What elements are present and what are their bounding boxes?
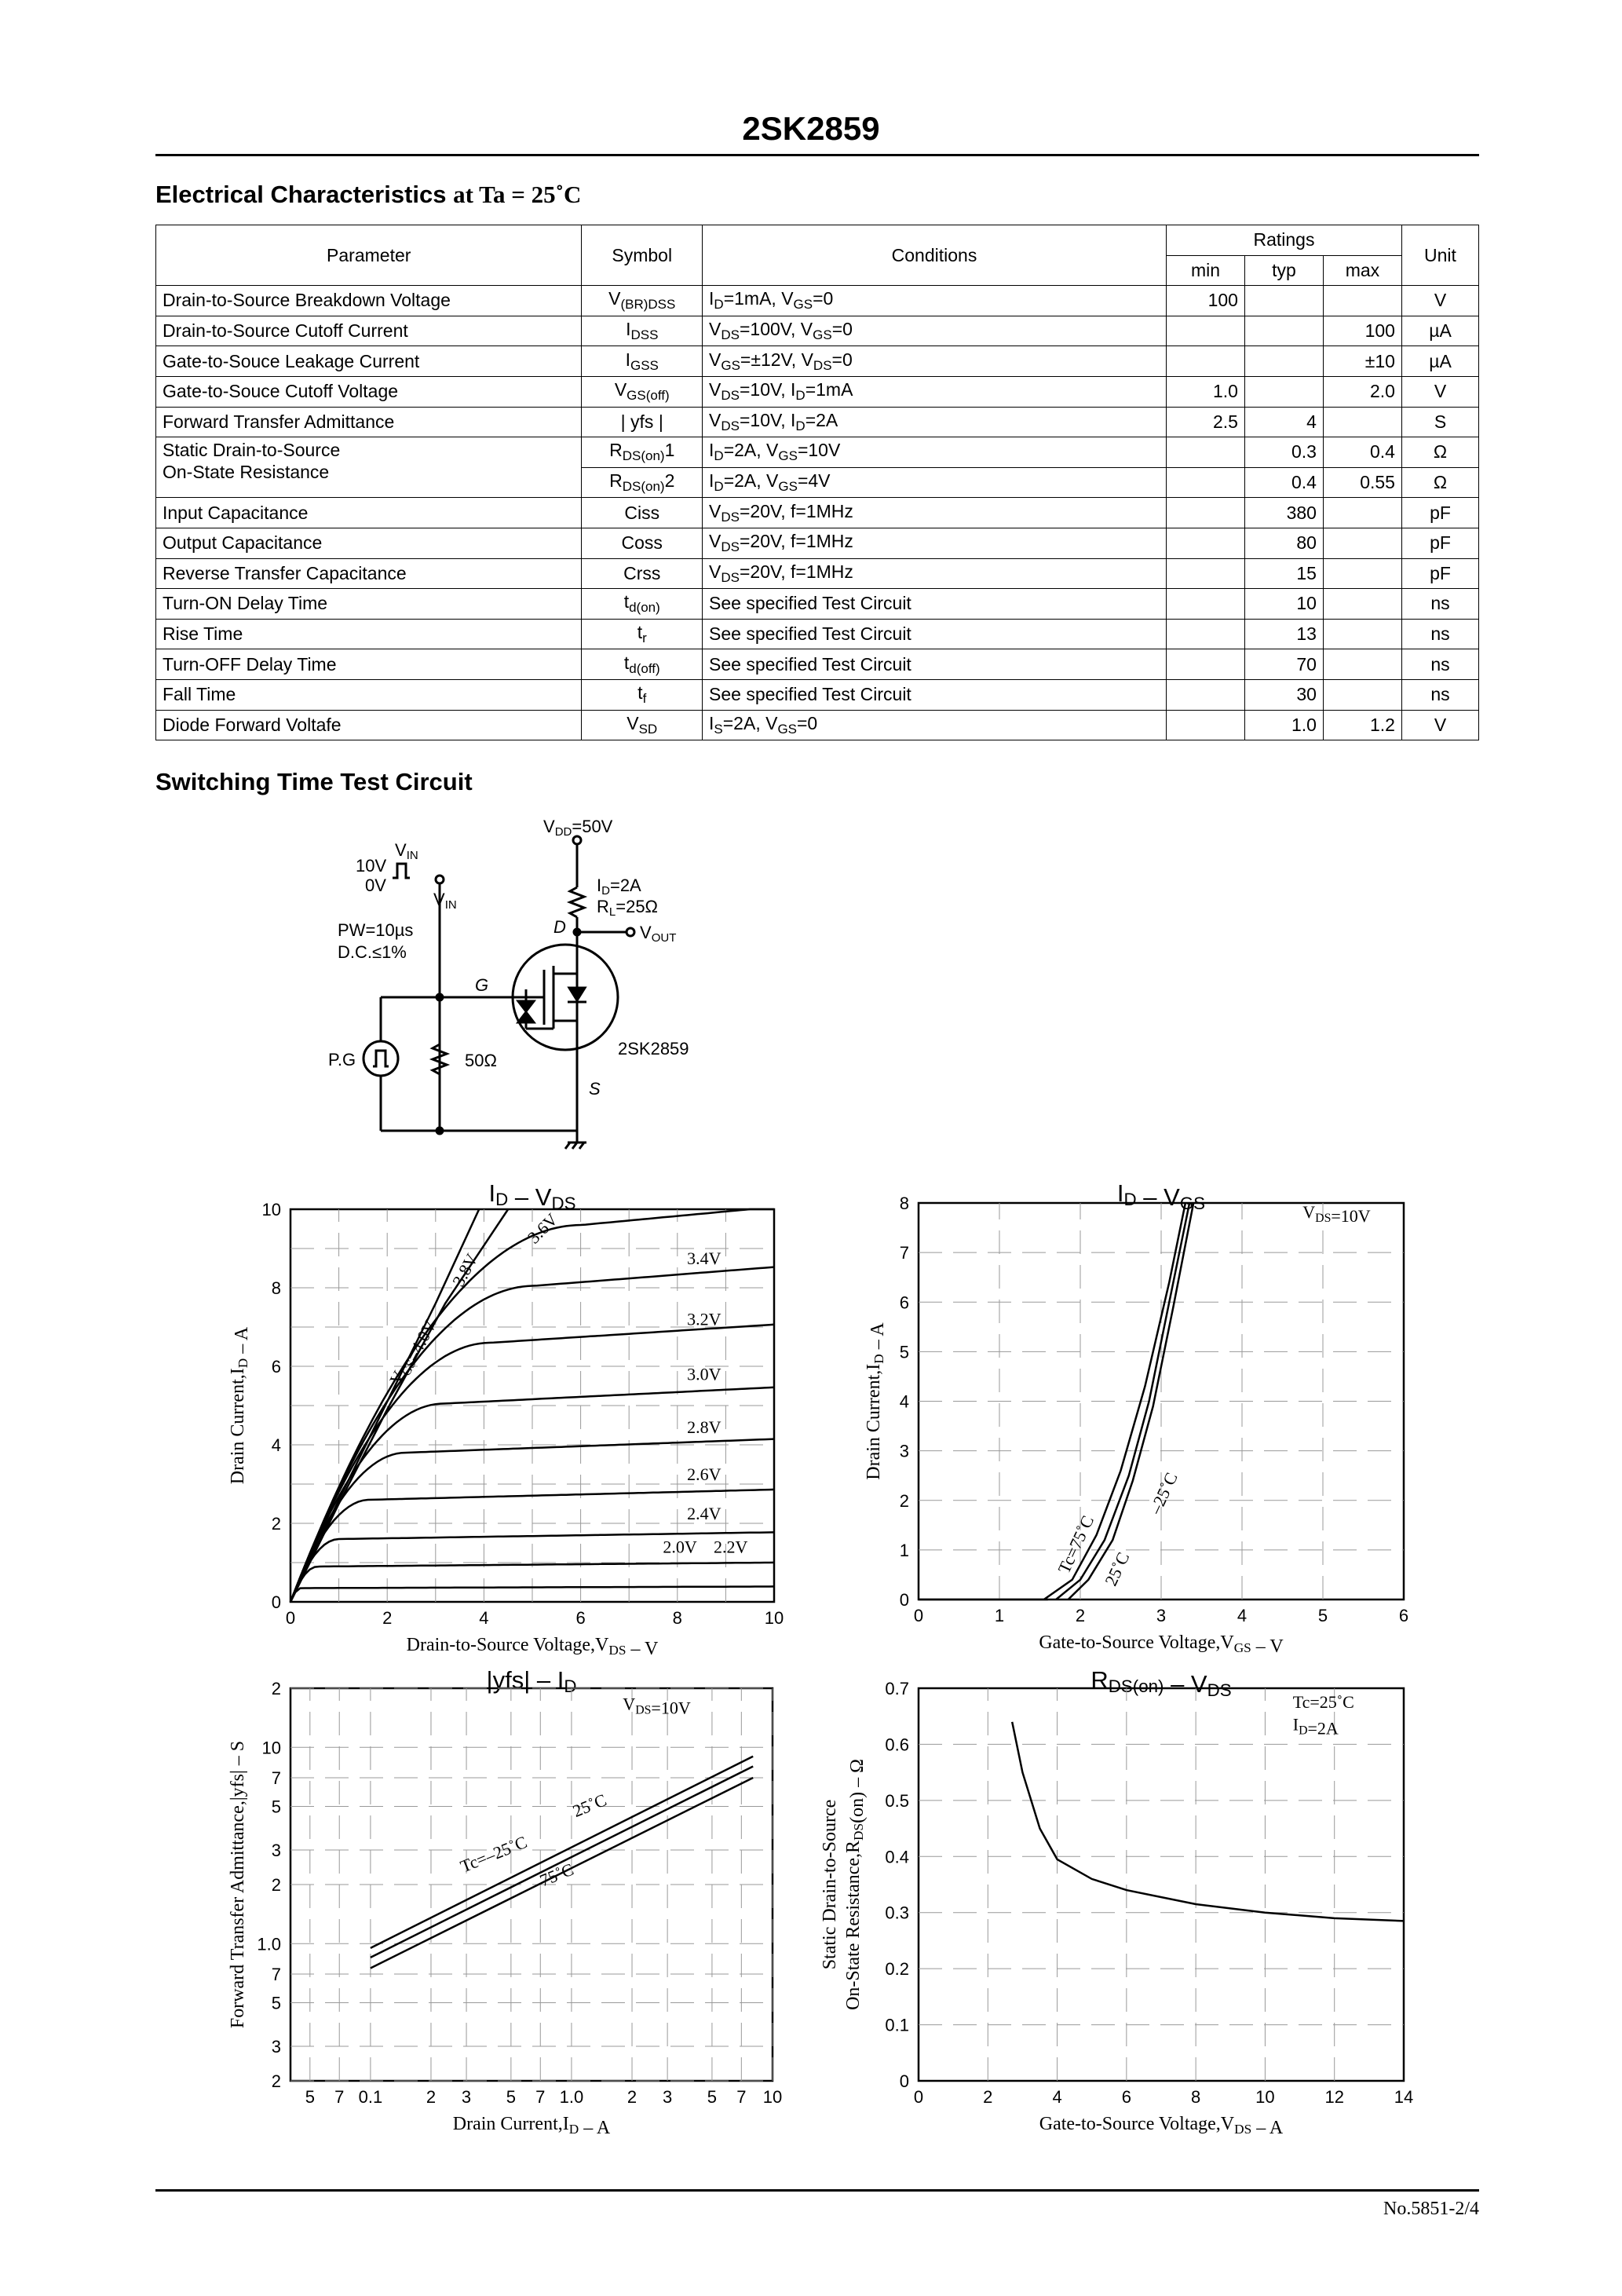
cell-max [1323,589,1401,620]
footer-rule [155,2189,1479,2192]
header-rule [155,154,1479,156]
y-tick-label: 5 [271,1797,281,1817]
y-tick-label: 3 [899,1441,909,1461]
x-tick-label: 5 [506,2087,516,2107]
y-tick-label: 2 [271,2071,281,2091]
cell-min [1166,589,1244,620]
cell-conditions: $V_{DS}=20V$, f=1MHz [703,558,1167,589]
cell-min [1166,558,1244,589]
y-axis-label: Static Drain-to-Source [820,1799,840,1970]
x-tick-label: 0 [913,2087,924,2107]
cell-conditions: $V_{DS}=20V$, f=1MHz [703,528,1167,558]
y-tick-label: 1.0 [257,1934,281,1954]
y-axis-label-2: On-State $Resistance,R_{DS}(on)$ – Ω [843,1759,868,2010]
vout-terminal [627,928,634,936]
cell-symbol: $V_{GS(off)}$ [582,376,703,407]
col-parameter: Parameter [156,225,582,286]
cell-typ: 10 [1244,589,1323,620]
chart-yfs-id [220,1665,801,2148]
svg-text:S: S [589,1079,601,1099]
chart-title: ID – VDS [488,1179,576,1213]
y-tick-label: 3 [271,1840,281,1860]
x-axis-label: Drain-to-Source $Voltage,V_{DS}$ – V [406,1635,659,1659]
x-tick-label: 14 [1394,2087,1414,2107]
cell-max [1323,649,1401,680]
cell-max [1323,619,1401,649]
table-row [156,528,1479,558]
y-tick-label: 0 [271,1592,281,1612]
col-min: min [1166,255,1244,286]
x-tick-label: 0.1 [358,2087,383,2107]
cell-unit: Ω [1401,467,1478,498]
cell-typ: 4 [1244,407,1323,437]
cell-symbol: $R_{DS(on)}1$ [582,437,703,468]
cell-unit: ns [1401,589,1478,620]
x-axis-label: Gate-to-Source $Voltage,V_{DS}$ – A [1039,2114,1284,2138]
y-tick-label: 0.5 [885,1790,909,1811]
svg-text:PW=10µs: PW=10µs [338,920,414,940]
y-tick-label: 0.3 [885,1903,909,1923]
svg-text:RL=25Ω: RL=25Ω [597,897,658,919]
series-label: 2.0V [663,1537,697,1557]
x-tick-label: 7 [535,2087,546,2107]
cell-conditions: $I_D=2A$, $V_{GS}=10V$ [703,437,1167,468]
x-tick-label: 5 [1317,1606,1328,1625]
chart-id-vgs-svg [856,1178,1429,1665]
cell-unit: V [1401,376,1478,407]
x-tick-label: 0 [913,1606,924,1625]
cell-symbol: $t_f$ [582,679,703,710]
x-tick-label: 7 [334,2087,345,2107]
x-tick-label: 2 [426,2087,437,2107]
plot-frame [919,1688,1404,2081]
cell-parameter: Fall Time [156,679,582,710]
cell-parameter: Diode Forward Voltafe [156,710,582,740]
cell-typ: 380 [1244,498,1323,528]
cell-conditions: $V_{DS}=10V$, $I_D=1mA$ [703,376,1167,407]
col-unit: Unit [1401,225,1478,286]
svg-text:G: G [475,975,489,995]
cell-symbol: Crss [582,558,703,589]
cell-min [1166,346,1244,377]
svg-text:ID=2A: ID=2A [597,876,641,898]
cell-max: ±10 [1323,346,1401,377]
x-tick-label: 0 [285,1608,296,1628]
table-row [156,346,1479,377]
chart-title: |yfs| – ID [486,1666,577,1696]
col-max: max [1323,255,1401,286]
y-tick-label: 0.2 [885,1959,909,1980]
cell-min [1166,316,1244,346]
cell-parameter: Gate-to-Souce Cutoff Voltage [156,376,582,407]
x-tick-label: 3 [662,2087,673,2107]
y-tick-label: 2 [271,1875,281,1895]
cell-typ: 80 [1244,528,1323,558]
chart-condition: $V_{DS}=10V$ [1302,1201,1371,1226]
cell-conditions: $V_{DS}=10V$, $I_D=2A$ [703,407,1167,437]
x-axis-label: Drain $Current,I_D$ – A [452,2114,611,2138]
series-label: 3.8V [448,1250,482,1290]
cell-max: 0.55 [1323,467,1401,498]
cell-symbol: | yfs | [582,407,703,437]
x-tick-label: 2 [983,2087,993,2107]
x-tick-label: 10 [1255,2087,1275,2107]
x-tick-label: 12 [1324,2087,1344,2107]
cell-typ [1244,316,1323,346]
svg-text:0V: 0V [365,876,386,895]
cell-max: 100 [1323,316,1401,346]
y-tick-label: 5 [271,1993,281,2013]
cell-typ: 1.0 [1244,710,1323,740]
cell-symbol: $t_{d(off)}$ [582,649,703,680]
x-tick-label: 4 [1052,2087,1062,2107]
x-tick-label: 5 [305,2087,315,2107]
cell-min: 100 [1166,286,1244,316]
cell-unit: µA [1401,346,1478,377]
series-label: 25˚C [569,1790,610,1822]
cell-typ: 70 [1244,649,1323,680]
table-row [156,589,1479,620]
cell-max [1323,498,1401,528]
table-row [156,710,1479,740]
cell-typ [1244,286,1323,316]
cell-min [1166,437,1244,468]
x-axis-label: Gate-to-Source $Voltage,V_{GS}$ – V [1039,1632,1284,1657]
y-tick-label: 6 [271,1357,281,1377]
cell-min: 2.5 [1166,407,1244,437]
page-title: 2SK2859 [742,110,880,147]
cell-max [1323,528,1401,558]
cell-max: 0.4 [1323,437,1401,468]
chart-id-vds [220,1178,801,1669]
cell-typ [1244,376,1323,407]
svg-text:D.C.≤1%: D.C.≤1% [338,942,407,962]
chart-condition: $I_D=2A$ [1292,1714,1339,1738]
x-tick-label: 2 [382,1608,393,1628]
page-footer: No.5851-2/4 [1383,2199,1479,2219]
cell-conditions: See specified Test Circuit [703,679,1167,710]
cell-max: 1.2 [1323,710,1401,740]
x-tick-label: 1.0 [559,2087,584,2107]
cell-typ: 30 [1244,679,1323,710]
cell-conditions: $I_D=2A$, $V_{GS}=4V$ [703,467,1167,498]
cell-unit: pF [1401,528,1478,558]
cell-unit: Ω [1401,437,1478,468]
col-conditions: Conditions [703,225,1167,286]
series-label: 2.4V [687,1504,721,1523]
cell-parameter: Turn-ON Delay Time [156,589,582,620]
y-tick-label: 2 [899,1490,909,1511]
svg-text:VIN: VIN [395,840,418,862]
y-tick-label: 2 [271,1679,281,1698]
cell-unit: ns [1401,679,1478,710]
cell-conditions: See specified Test Circuit [703,619,1167,649]
cell-parameter: Gate-to-Souce Leakage Current [156,346,582,377]
y-tick-label: 10 [261,1738,281,1758]
table-row [156,619,1479,649]
chart-rdson-vgs [809,1665,1437,2148]
series-label: 3.0V [687,1364,721,1384]
y-axis-label: Drain $Current,I_D$ – A [864,1322,888,1480]
circuit-heading: Switching Time Test Circuit [155,768,473,795]
series-label: Tc=75˚C [1054,1512,1098,1577]
series-label: Tc=–25˚C [457,1831,530,1877]
col-symbol: Symbol [582,225,703,286]
y-tick-label: 7 [899,1243,909,1263]
cell-min [1166,467,1244,498]
chart-condition: Tc=25˚C [1292,1692,1354,1712]
cell-min: 1.0 [1166,376,1244,407]
chart-id-vgs [856,1178,1429,1669]
y-tick-label: 0.1 [885,2015,909,2035]
cell-typ: 0.4 [1244,467,1323,498]
y-tick-label: 8 [899,1194,909,1213]
cell-min [1166,710,1244,740]
cell-min [1166,528,1244,558]
series-label: 25˚C [1101,1548,1134,1589]
y-tick-label: 3 [271,2036,281,2057]
cell-parameter: Output Capacitance [156,528,582,558]
x-tick-label: 1 [994,1606,1005,1625]
cell-conditions: $V_{DS}=100V$, $V_{GS}=0$ [703,316,1167,346]
x-tick-label: 3 [1156,1606,1167,1625]
drain-node [574,929,580,935]
cell-parameter: Forward Transfer Admittance [156,407,582,437]
vdd-terminal [573,836,581,844]
col-typ: typ [1244,255,1323,286]
series-label: $V_{GS}=4.0V$ [385,1316,440,1388]
x-tick-label: 10 [764,1608,784,1628]
cell-unit: µA [1401,316,1478,346]
y-tick-label: 2 [271,1514,281,1534]
chart-title: RDS(on) – VDS [1090,1666,1232,1700]
y-axis-label: Forward Transfer Admittance,|yfs| – S [228,1740,248,2029]
chart-title: ID – VGS [1116,1179,1206,1213]
switching-test-circuit [298,809,738,1170]
chart-rdson-vgs-svg [809,1665,1437,2144]
series-label: 75˚C [536,1859,577,1891]
cell-typ: 15 [1244,558,1323,589]
cell-max [1323,407,1401,437]
cell-symbol: $I_{GSS}$ [582,346,703,377]
cell-typ: 0.3 [1244,437,1323,468]
cell-unit: V [1401,286,1478,316]
series-label: 2.2V [714,1537,748,1557]
y-tick-label: 6 [899,1292,909,1313]
cell-symbol: $t_r$ [582,619,703,649]
series-label: 2.8V [687,1417,721,1437]
x-tick-label: 10 [762,2087,783,2107]
y-tick-label: 0.4 [885,1847,909,1867]
cell-typ [1244,346,1323,377]
cell-symbol: Ciss [582,498,703,528]
x-tick-label: 5 [707,2087,718,2107]
x-tick-label: 6 [1121,2087,1131,2107]
x-tick-label: 4 [479,1608,489,1628]
svg-text:2SK2859: 2SK2859 [618,1039,689,1058]
x-tick-label: 4 [1237,1606,1248,1625]
cell-max [1323,286,1401,316]
cell-parameter: Input Capacitance [156,498,582,528]
cell-conditions: $I_S=2A$, $V_{GS}=0$ [703,710,1167,740]
table-row [156,286,1479,316]
series-label: –25˚C [1145,1469,1182,1517]
cell-unit: ns [1401,619,1478,649]
table-row [156,498,1479,528]
x-tick-label: 2 [627,2087,637,2107]
cell-min [1166,649,1244,680]
svg-text:D: D [553,917,566,937]
series-label: 2.6V [687,1464,721,1484]
cell-typ: 13 [1244,619,1323,649]
vin-terminal [436,876,444,883]
cell-parameter: Turn-OFF Delay Time [156,649,582,680]
cell-symbol: $V_{(BR)DSS}$ [582,286,703,316]
pulse-generator [363,1041,398,1076]
cell-min [1166,498,1244,528]
x-tick-label: 7 [736,2087,747,2107]
x-tick-label: 2 [1075,1606,1086,1625]
svg-text:P.G: P.G [328,1050,356,1069]
cell-symbol: $I_{DSS}$ [582,316,703,346]
cell-max [1323,679,1401,710]
series-curve [371,1757,753,1948]
y-tick-label: 0 [899,1590,909,1610]
series-label: 3.6V [523,1209,562,1248]
x-tick-label: 6 [575,1608,586,1628]
ec-table-body [156,286,1479,740]
y-tick-label: 0.6 [885,1735,909,1755]
body-diode-arrow [569,988,585,1000]
cell-min [1166,619,1244,649]
series-label: 3.4V [687,1249,721,1268]
table-row [156,316,1479,346]
series-curve [1012,1722,1404,1921]
cell-symbol: Coss [582,528,703,558]
cell-parameter: Reverse Transfer Capacitance [156,558,582,589]
svg-text:10V: 10V [356,856,387,876]
cell-conditions: See specified Test Circuit [703,649,1167,680]
x-tick-label: 3 [461,2087,472,2107]
cell-parameter: Drain-to-Source Cutoff Current [156,316,582,346]
table-row [156,437,1479,468]
cell-unit: ns [1401,649,1478,680]
y-tick-label: 5 [899,1342,909,1362]
cell-symbol: $t_{d(on)}$ [582,589,703,620]
cell-symbol: $R_{DS(on)}2$ [582,467,703,498]
ec-heading-text: Electrical Characteristics [155,181,447,208]
electrical-characteristics-table [155,225,1479,740]
cell-unit: pF [1401,558,1478,589]
table-row [156,679,1479,710]
svg-text:VOUT: VOUT [640,923,677,945]
y-axis-label: Drain $Current,I_D$ – A [228,1326,252,1485]
y-tick-label: 4 [899,1391,909,1412]
cell-max [1323,558,1401,589]
y-tick-label: 7 [271,1964,281,1984]
cell-max: 2.0 [1323,376,1401,407]
table-row [156,558,1479,589]
y-tick-label: 0 [899,2071,909,2091]
cell-unit: pF [1401,498,1478,528]
ec-heading [155,181,581,209]
cell-parameter: Static Drain-to-Source On-State Resistance [156,437,582,498]
vin-pulse-icon [393,864,410,878]
x-tick-label: 8 [1191,2087,1201,2107]
y-tick-label: 1 [899,1540,909,1560]
table-row [156,649,1479,680]
y-tick-label: 0.7 [885,1679,909,1698]
cell-unit: S [1401,407,1478,437]
cell-conditions: $I_D=1mA$, $V_{GS}=0$ [703,286,1167,316]
svg-text:VDD=50V: VDD=50V [543,817,613,839]
y-tick-label: 7 [271,1768,281,1788]
cell-conditions: See specified Test Circuit [703,589,1167,620]
x-tick-label: 8 [672,1608,682,1628]
y-tick-label: 4 [271,1435,281,1455]
cell-min [1166,679,1244,710]
rl-resistor [570,887,584,917]
svg-text:VIN: VIN [433,890,457,912]
cell-conditions: $V_{DS}=20V$, f=1MHz [703,498,1167,528]
cell-symbol: $V_{SD}$ [582,710,703,740]
chart-id-vds-svg [220,1178,801,1665]
cell-conditions: $V_{GS}=\pm 12V$, $V_{DS}=0$ [703,346,1167,377]
y-tick-label: 10 [261,1200,281,1219]
chart-condition: $V_{DS}=10V$ [623,1694,691,1718]
ec-heading-condition: at Ta = 25˚C [453,181,582,208]
table-row [156,376,1479,407]
table-row [156,407,1479,437]
svg-text:50Ω: 50Ω [465,1051,497,1070]
col-ratings: Ratings [1166,225,1401,256]
chart-yfs-id-svg [220,1665,801,2144]
series-label: 3.2V [687,1309,721,1329]
cell-parameter: Rise Time [156,619,582,649]
y-tick-label: 8 [271,1278,281,1298]
cell-unit: V [1401,710,1478,740]
x-tick-label: 6 [1398,1606,1409,1625]
cell-parameter: Drain-to-Source Breakdown Voltage [156,286,582,316]
